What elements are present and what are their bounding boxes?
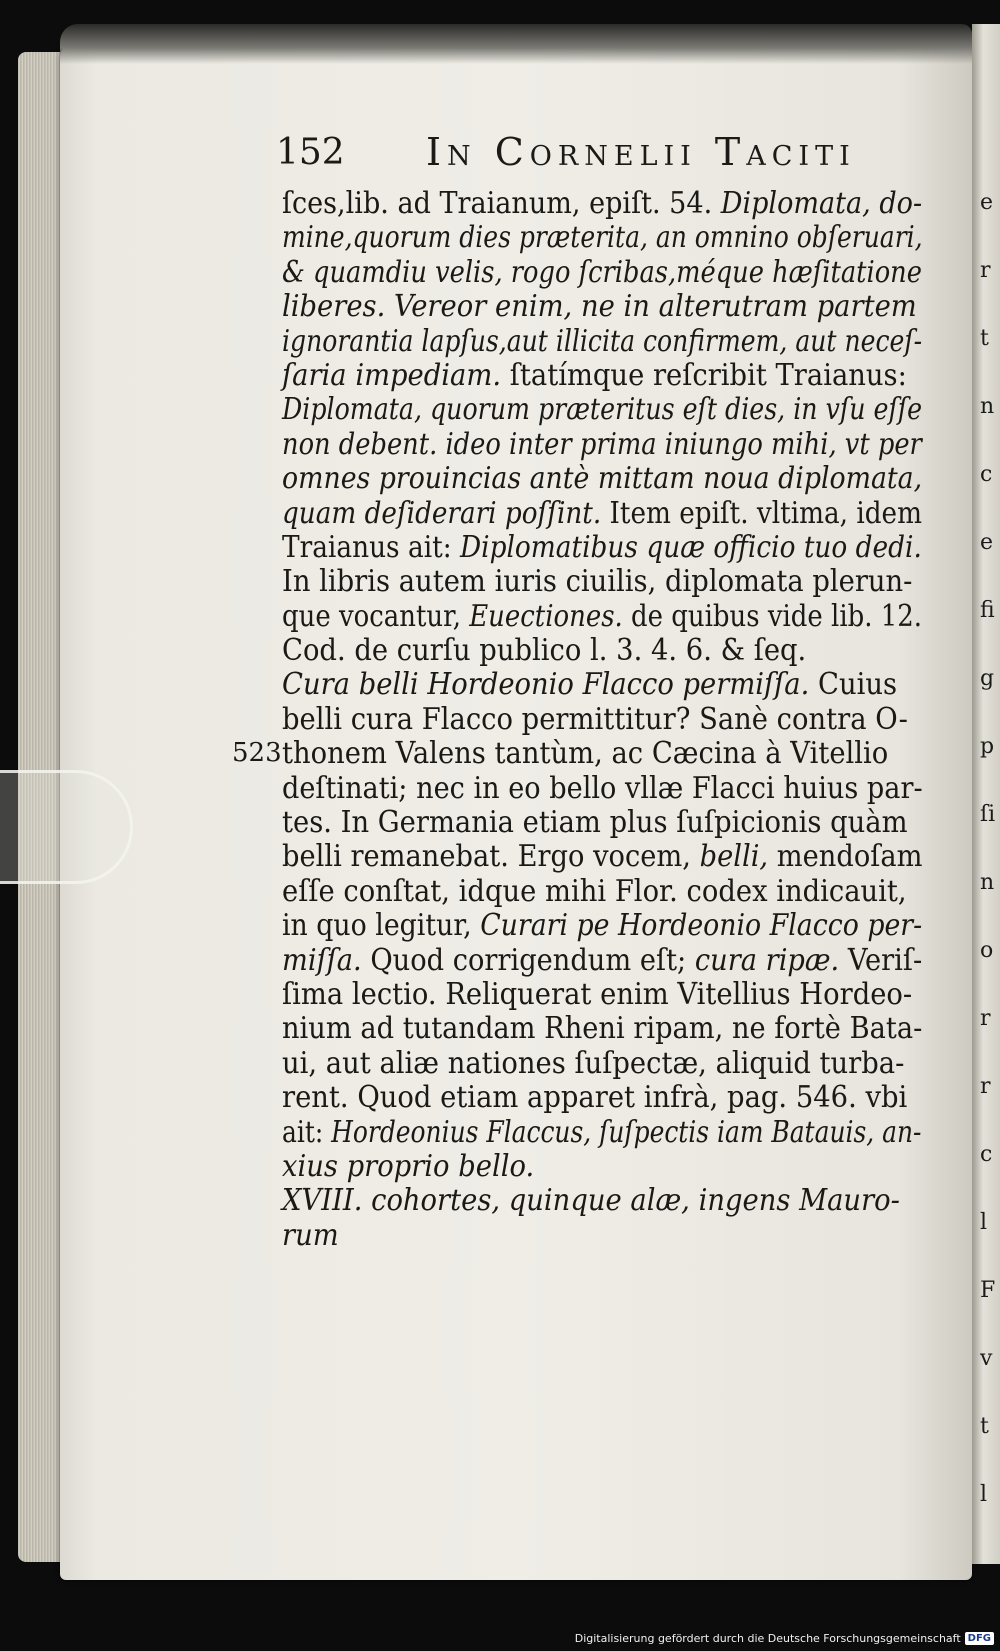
italic-segment: non debent. ideo inter prima iniungo mihi, vt per: [282, 426, 922, 461]
page-header: [276, 132, 956, 182]
text-line: [282, 874, 922, 908]
roman-segment: Quod corrigendum eſt;: [361, 942, 695, 977]
facing-page-letter: g: [980, 666, 995, 691]
roman-segment: Veriſ-: [839, 942, 923, 977]
roman-segment: ui, aut aliæ nationes ſuſpectæ, aliquid turba-: [282, 1045, 905, 1080]
roman-segment: belli cura Flacco permittitur? Sanè contra O-: [282, 701, 908, 736]
dfg-logo: DFG: [965, 1632, 994, 1645]
italic-segment: quam deſiderari poſſint.: [282, 495, 610, 530]
stamp-text: Digitalisierung gefördert durch die Deutsche Forschungsgemeinschaft: [574, 1632, 961, 1645]
italic-segment: cura ripæ.: [694, 942, 840, 977]
text-line: [282, 667, 922, 701]
page-top-shadow: [60, 24, 972, 64]
italic-segment: Diplomatibus quæ officio tuo dedi.: [460, 529, 922, 564]
italic-segment: belli,: [699, 839, 769, 874]
roman-segment: Cod. de curſu publico l. 3. 4. 6. & ſeq.: [282, 633, 807, 668]
facing-page-letter: ſi: [980, 802, 996, 827]
italic-segment: mine,quorum dies præterita, an omnino obſeruari,: [282, 220, 923, 255]
italic-segment: & quamdiu velis, rogo ſcribas,méque hæſitatione: [282, 254, 922, 289]
roman-segment: ait:: [282, 1114, 332, 1149]
text-line: [282, 461, 923, 496]
roman-segment: que vocantur,: [282, 598, 470, 633]
italic-segment: Curari pe Hordeonio Flacco per-: [480, 908, 923, 943]
roman-segment: thonem Valens tantùm, ac Cæcina à Vitellio: [282, 736, 889, 771]
text-line: [282, 426, 922, 461]
text-line: [282, 1046, 922, 1080]
text-line: [282, 1183, 922, 1217]
facing-page-letter: o: [980, 938, 994, 963]
roman-segment: eſſe conſtat, idque mihi Flor. codex indicauit,: [282, 873, 907, 908]
italic-segment: xius proprio bello.: [282, 1148, 535, 1183]
facing-page-letter: v: [980, 1346, 993, 1371]
roman-segment: Cuius: [809, 667, 898, 702]
text-line: [282, 908, 923, 943]
facing-page-letter: r: [980, 1006, 991, 1031]
roman-segment: ſces,lib. ad Traianum, epiſt. 54.: [282, 186, 721, 220]
text-line: [282, 323, 923, 358]
facing-page-letter: p: [980, 734, 995, 759]
roman-segment: rent. Quod etiam apparet infrà, pag. 546. vbi: [282, 1080, 908, 1115]
facing-page-letter: c: [980, 1142, 993, 1167]
text-line: [282, 1011, 923, 1046]
roman-segment: mendoſam: [768, 839, 923, 874]
text-line: [282, 1149, 922, 1183]
facing-page-letter: n: [980, 870, 995, 895]
body-text: [282, 186, 972, 1252]
italic-segment: omnes prouincias antè mittam noua diplomata,: [282, 461, 923, 496]
facing-page-letter: F: [980, 1278, 996, 1303]
facing-page-letter: e: [980, 530, 994, 555]
facing-page-letter: t: [980, 1414, 989, 1439]
text-line: [282, 358, 922, 392]
text-line: [282, 942, 923, 977]
text-line: [282, 702, 922, 736]
roman-segment: belli remanebat. Ergo vocem,: [282, 839, 700, 874]
roman-segment: deſtinati; nec in eo bello vllæ Flacci huius par-: [282, 770, 923, 805]
facing-page-letter: r: [980, 258, 991, 283]
text-line: [282, 598, 923, 633]
text-line: [282, 186, 923, 220]
facing-page-letter: fi: [980, 598, 995, 623]
roman-segment: Traianus ait:: [282, 529, 461, 564]
roman-segment: ſima lectio. Reliquerat enim Vitellius Hordeo-: [282, 976, 913, 1011]
text-line: [282, 220, 923, 255]
italic-segment: ignorantia lapſus,aut illicita confirmem, aut neceſ-: [282, 323, 923, 358]
digitization-stamp: [575, 1632, 994, 1645]
next-page-edge: [972, 24, 1000, 1564]
roman-segment: ſtatímque reſcribit Traianus:: [509, 357, 907, 392]
text-line: [282, 495, 922, 530]
facing-page-letter: r: [980, 1074, 991, 1099]
text-line: [282, 529, 922, 564]
italic-segment: miſſa.: [282, 942, 362, 977]
text-line: [282, 392, 923, 427]
facing-page-letter: n: [980, 394, 995, 419]
text-line: [282, 1218, 922, 1252]
italic-segment: Diplomata, quorum præteritus eſt dies, in vſu eſſe: [282, 392, 923, 427]
italic-segment: XVIII. cohortes, quinque alæ, ingens Mauro-: [282, 1183, 900, 1218]
italic-segment: ſaria impediam.: [282, 357, 510, 392]
facing-page-letter: c: [980, 462, 993, 487]
roman-segment: nium ad tutandam Rheni ripam, ne fortè Bata-: [282, 1011, 923, 1046]
roman-segment: de quibus vide lib. 12.: [622, 598, 923, 633]
italic-segment: rum: [282, 1217, 339, 1252]
roman-segment: In libris autem iuris ciuilis, diplomata plerun-: [282, 564, 913, 599]
margin-reference: 523: [232, 738, 282, 768]
roman-segment: tes. In Germania etiam plus ſuſpicionis quàm: [282, 805, 908, 840]
roman-segment: in quo legitur,: [282, 908, 481, 943]
text-line: [282, 564, 922, 598]
facing-page-letter: e: [980, 190, 994, 215]
facing-page-letter: l: [980, 1482, 988, 1507]
text-line: [282, 805, 922, 839]
italic-segment: Hordeonius Flaccus, ſuſpectis iam Batauis, an-: [331, 1114, 922, 1149]
text-line: [282, 633, 922, 667]
text-line: [282, 736, 922, 770]
text-line: [282, 254, 922, 289]
text-line: [282, 1114, 922, 1149]
italic-segment: liberes. Vereor enim, ne in alterutram partem: [282, 289, 917, 324]
bookmark-clip: [0, 770, 133, 884]
roman-segment: Item epiſt. vltima, idem: [609, 495, 922, 530]
text-line: [282, 1080, 922, 1114]
italic-segment: Cura belli Hordeonio Flacco permiſſa.: [282, 667, 810, 702]
text-line: [282, 770, 923, 805]
facing-page-letter: t: [980, 326, 989, 351]
page-number: 152: [276, 132, 345, 173]
italic-segment: Diplomata, do-: [720, 186, 923, 220]
text-line: [282, 839, 923, 874]
text-line: [282, 977, 922, 1011]
italic-segment: Euectiones.: [469, 598, 623, 633]
running-title: In Cornelii Taciti: [426, 130, 856, 174]
facing-page-letter: l: [980, 1210, 988, 1235]
text-line: [282, 289, 922, 323]
